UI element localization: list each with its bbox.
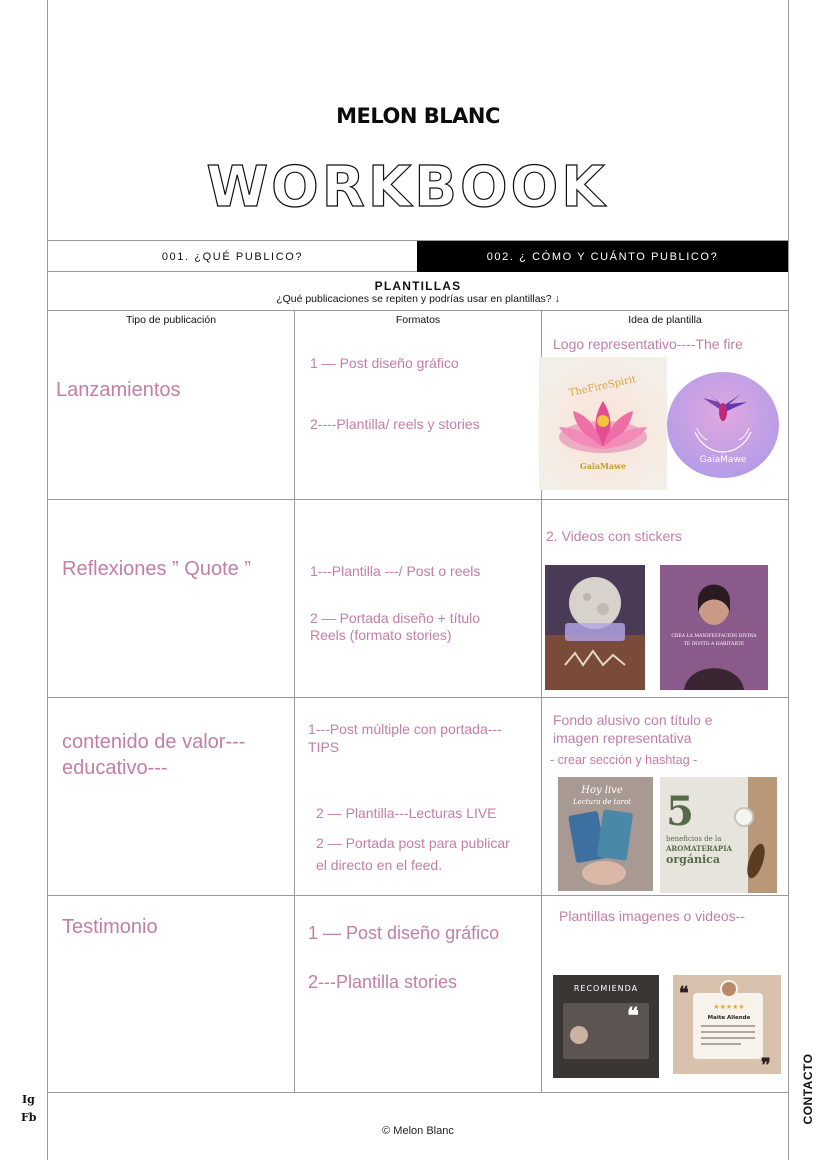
idea-text: Fondo alusivo con título e imagen representativa xyxy=(553,712,713,747)
firespirit-logo-image xyxy=(539,357,667,490)
tab-como-cuanto-publico[interactable]: 002. ¿ CÓMO Y CUÁNTO PUBLICO? xyxy=(417,241,788,272)
portrait-video-image xyxy=(660,565,768,690)
row-divider-1 xyxy=(47,499,789,500)
format-item: 1 — Post diseño gráfico xyxy=(308,923,500,943)
idea-subtext: - crear sección y hashtag - xyxy=(550,753,698,767)
idea-text: 2. Videos con stickers xyxy=(546,528,682,544)
aromaterapia-number: 5 xyxy=(666,788,694,835)
row-divider-4 xyxy=(47,1092,789,1093)
idea-text: Logo representativo----The fire xyxy=(553,336,743,352)
firespirit-logo-subtext: GaiaMawe xyxy=(579,461,627,471)
aromaterapia-image xyxy=(660,777,777,893)
aromatherapy-icon xyxy=(660,777,777,893)
lotus-icon xyxy=(539,357,667,490)
category-lanzamientos: Lanzamientos xyxy=(56,379,181,401)
idea-text: Plantillas imagenes o videos-- xyxy=(559,908,745,924)
aromaterapia-text: beneficios de la xyxy=(666,835,722,843)
brand-name: MELON BLANC xyxy=(336,104,500,128)
moon-icon xyxy=(545,565,645,690)
format-item: 2 — Portada post para publicar el directo en el feed. xyxy=(316,835,510,873)
section-subtitle: ¿Qué publicaciones se repiten y podrías usar en plantillas? ↓ xyxy=(276,293,560,305)
format-item: 2---Plantilla stories xyxy=(308,972,458,992)
contact-link[interactable] xyxy=(796,1050,820,1128)
aromaterapia-extra: orgánica xyxy=(666,853,720,866)
review-stars: ★★★★★ xyxy=(713,1003,745,1011)
row-divider-3 xyxy=(47,895,789,896)
tarot-live-text: Hoy live xyxy=(581,785,623,796)
format-item: 1 — Post diseño gráfico xyxy=(310,355,459,371)
category-reflexiones: Reflexiones ” Quote ” xyxy=(62,558,251,580)
svg-text:❝: ❝ xyxy=(627,1003,639,1029)
format-item: Reels (formato stories) xyxy=(310,627,452,643)
format-item: 1---Post múltiple con portada--- TIPS xyxy=(308,721,502,756)
recomienda-text: RECOMIENDA xyxy=(573,984,639,993)
plantillas-divider xyxy=(47,310,789,311)
workbook-title xyxy=(0,148,820,228)
svg-text:❞: ❞ xyxy=(761,1055,771,1074)
portrait-video-subtext: TE INVITO A HABITARTE xyxy=(683,642,745,647)
row-divider-2 xyxy=(47,697,789,698)
gaiamawe-logo-text: GaiaMawe xyxy=(699,455,747,465)
contact-label: CONTACTO xyxy=(801,1053,815,1125)
gaiamawe-logo-image xyxy=(667,372,779,478)
section-title: PLANTILLAS xyxy=(374,279,462,293)
recomienda-image xyxy=(553,975,659,1078)
instagram-link[interactable]: Ig xyxy=(22,1093,35,1106)
column-header-formatos: Formatos xyxy=(395,314,441,326)
review-image xyxy=(673,975,781,1074)
aromaterapia-subtext: AROMATERAPIA xyxy=(666,844,732,853)
format-item: 2 — Portada diseño + título xyxy=(310,610,481,626)
hummingbird-icon xyxy=(667,372,779,478)
workbook-title-text: WORKBOOK xyxy=(206,155,608,220)
portrait-icon xyxy=(660,565,768,690)
format-item: 2 — Plantilla---Lecturas LIVE xyxy=(316,805,497,821)
portrait-video-text: CREA LA MANIFESTACIÓN DIVINA xyxy=(671,634,757,639)
facebook-link[interactable]: Fb xyxy=(21,1111,37,1124)
moon-video-image xyxy=(545,565,645,690)
category-testimonio: Testimonio xyxy=(62,916,158,938)
tab-que-publico[interactable]: 001. ¿QUÉ PUBLICO? xyxy=(161,250,304,263)
column-header-tipo: Tipo de publicación xyxy=(125,314,217,326)
footer-copyright: © Melon Blanc xyxy=(382,1125,454,1137)
format-item: 1---Plantilla ---/ Post o reels xyxy=(310,563,481,579)
tarot-live-subtext: Lectura de tarot xyxy=(573,798,631,806)
review-name: Maite Allende xyxy=(707,1015,751,1021)
quote-icon xyxy=(553,975,659,1078)
firespirit-logo-text: TheFireSpirit xyxy=(567,374,638,400)
tarot-cards-icon xyxy=(558,777,653,891)
review-icon xyxy=(673,975,781,1074)
tarot-live-image xyxy=(558,777,653,891)
column-divider-1 xyxy=(294,310,295,1093)
column-header-idea: Idea de plantilla xyxy=(628,314,702,326)
category-contenido-valor: contenido de valor--- educativo--- xyxy=(62,731,246,779)
format-item: 2----Plantilla/ reels y stories xyxy=(310,416,480,432)
svg-text:❝: ❝ xyxy=(679,983,689,1004)
